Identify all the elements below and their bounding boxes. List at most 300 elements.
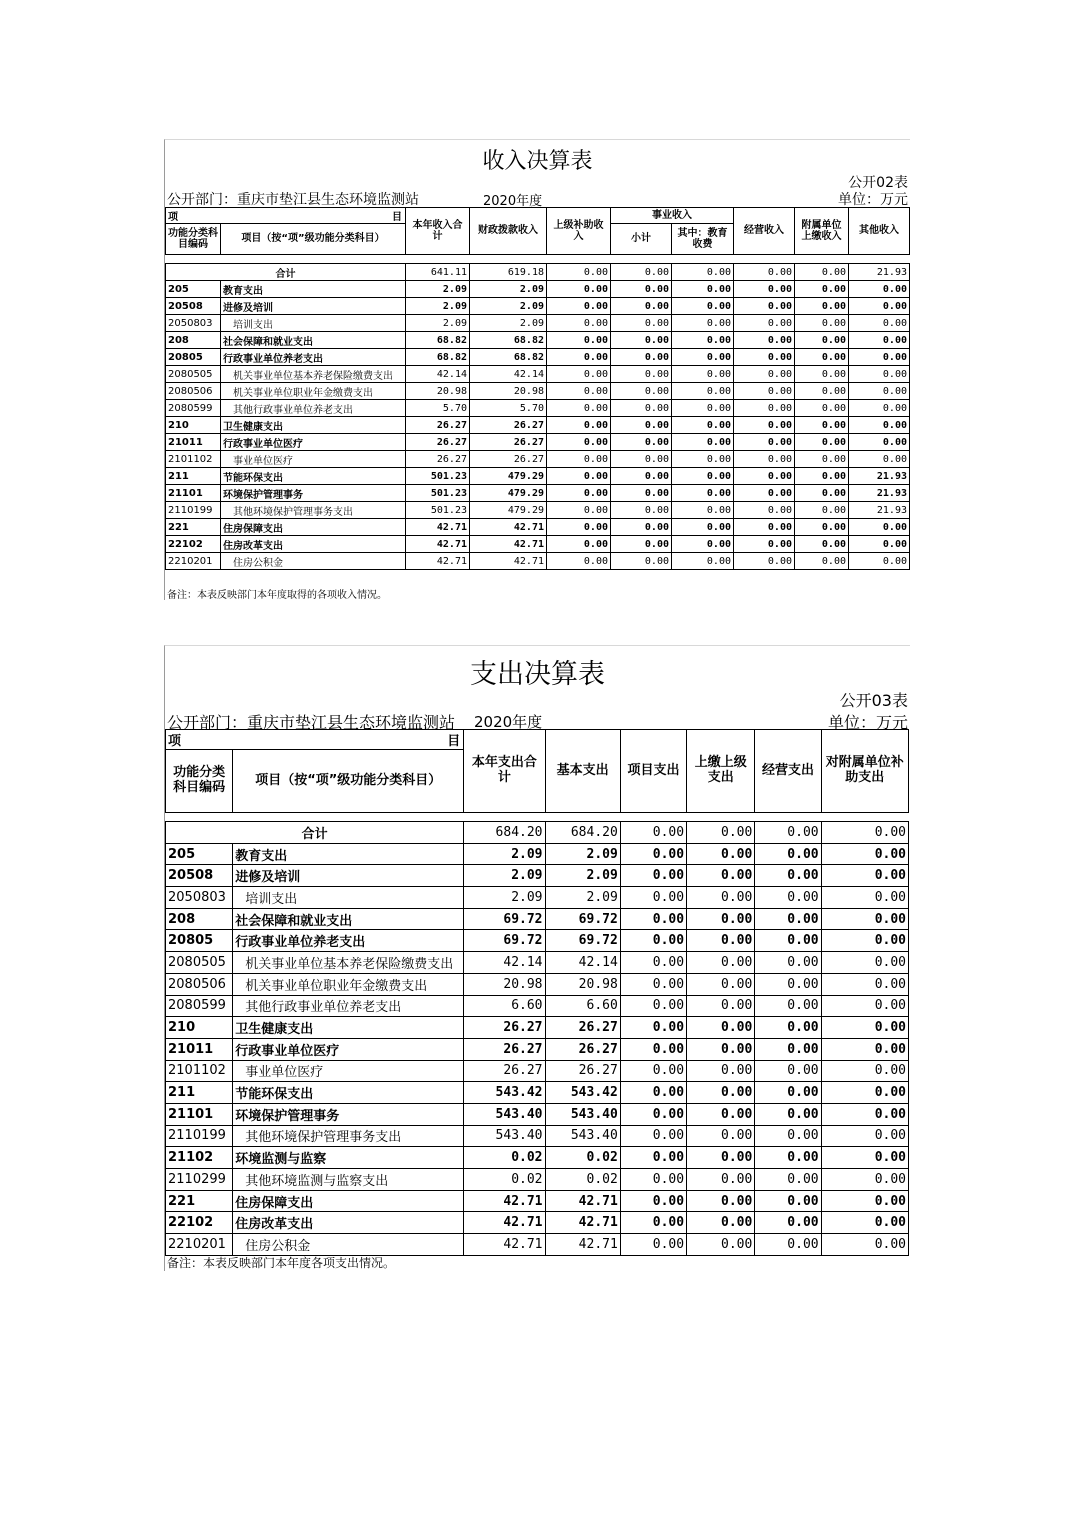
expense-row-value: 0.00	[821, 995, 908, 1017]
expense-row-code: 2080506	[166, 973, 233, 995]
income-row-code: 221	[166, 519, 221, 536]
income-row-code: 21101	[166, 485, 221, 502]
expense-row-value: 0.00	[687, 887, 755, 909]
expense-row-value: 69.72	[464, 908, 545, 930]
expense-row-value: 0.02	[464, 1169, 545, 1191]
expense-total-value: 0.00	[821, 822, 908, 844]
expense-row-value: 0.00	[755, 973, 821, 995]
expense-row-value: 0.00	[620, 1103, 686, 1125]
income-row-value: 0.00	[795, 417, 849, 434]
expense-row-name: 行政事业单位养老支出	[233, 930, 464, 952]
income-row-value: 0.00	[672, 281, 734, 298]
expense-row-value: 0.00	[755, 1103, 821, 1125]
income-row-value: 0.00	[611, 417, 672, 434]
income-total-row	[166, 264, 910, 281]
expense-row-name: 进修及培训	[233, 865, 464, 887]
expense-row-name: 节能环保支出	[233, 1082, 464, 1104]
income-row-value: 0.00	[849, 519, 910, 536]
expense-row-value: 26.27	[545, 1060, 620, 1082]
expense-header-name: 项目（按“项”级功能分类科目）	[233, 750, 464, 813]
income-header-code: 功能分类科目编码	[166, 224, 221, 255]
expense-table-code: 公开03表	[839, 691, 908, 710]
expense-row-value: 0.00	[821, 952, 908, 974]
expense-row-code: 210	[166, 1017, 233, 1039]
expense-row-code: 22102	[166, 1212, 233, 1234]
expense-table-row	[166, 1038, 909, 1060]
income-table-code: 公开02表	[848, 175, 908, 191]
income-row-value: 0.00	[611, 553, 672, 570]
expense-row-value: 0.00	[821, 973, 908, 995]
income-header-item-left: 项	[168, 212, 178, 223]
expense-row-value: 0.00	[755, 952, 821, 974]
expense-row-code: 2110299	[166, 1169, 233, 1191]
income-row-code: 205	[166, 281, 221, 298]
income-row-value: 42.71	[406, 553, 470, 570]
income-department: 公开部门：重庆市垫江县生态环境监测站	[167, 192, 419, 208]
expense-table-row	[166, 887, 909, 909]
income-row-value: 42.14	[406, 366, 470, 383]
income-row-value: 0.00	[611, 468, 672, 485]
income-row-value: 0.00	[547, 451, 611, 468]
expense-row-name: 行政事业单位医疗	[233, 1038, 464, 1060]
income-row-value: 26.27	[406, 451, 470, 468]
income-row-value: 0.00	[672, 502, 734, 519]
income-title: 收入决算表	[482, 149, 593, 174]
income-row-value: 0.00	[795, 349, 849, 366]
expense-table-row	[166, 1103, 909, 1125]
income-row-value: 479.29	[470, 485, 547, 502]
expense-row-code: 2101102	[166, 1060, 233, 1082]
expense-row-name: 机关事业单位职业年金缴费支出	[233, 973, 464, 995]
expense-row-value: 6.60	[545, 995, 620, 1017]
expense-row-value: 0.00	[687, 1060, 755, 1082]
expense-table-row	[166, 1212, 909, 1234]
expense-row-value: 0.00	[755, 1125, 821, 1147]
expense-total-value: 0.00	[755, 822, 821, 844]
expense-row-value: 42.14	[545, 952, 620, 974]
income-row-value: 0.00	[734, 315, 795, 332]
expense-header-project: 项目支出	[620, 730, 686, 813]
income-table-row	[166, 417, 910, 434]
income-row-code: 208	[166, 332, 221, 349]
income-row-value: 0.00	[795, 468, 849, 485]
expense-header-item-left: 项	[168, 734, 182, 749]
income-row-value: 0.00	[795, 332, 849, 349]
expense-row-value: 0.00	[821, 1017, 908, 1039]
income-row-code: 210	[166, 417, 221, 434]
expense-row-value: 42.71	[545, 1190, 620, 1212]
expense-table-row	[166, 1082, 909, 1104]
income-row-value: 0.00	[672, 553, 734, 570]
expense-row-value: 0.00	[821, 1038, 908, 1060]
income-row-code: 2080599	[166, 400, 221, 417]
expense-row-value: 0.00	[821, 1212, 908, 1234]
income-row-value: 0.00	[547, 519, 611, 536]
income-row-value: 26.27	[470, 417, 547, 434]
expense-row-code: 208	[166, 908, 233, 930]
expense-row-name: 住房公积金	[233, 1234, 464, 1256]
expense-table-row	[166, 1147, 909, 1169]
income-row-name: 社会保障和就业支出	[221, 332, 406, 349]
income-row-value: 21.93	[849, 468, 910, 485]
income-row-value: 0.00	[849, 434, 910, 451]
income-row-value: 0.00	[795, 383, 849, 400]
expense-row-code: 20805	[166, 930, 233, 952]
income-row-value: 0.00	[547, 332, 611, 349]
income-row-value: 0.00	[611, 400, 672, 417]
expense-row-value: 0.00	[755, 930, 821, 952]
income-row-value: 0.00	[672, 366, 734, 383]
expense-row-value: 0.00	[821, 1234, 908, 1256]
income-row-value: 0.00	[611, 451, 672, 468]
income-row-value: 0.00	[795, 451, 849, 468]
income-row-code: 211	[166, 468, 221, 485]
expense-row-name: 社会保障和就业支出	[233, 908, 464, 930]
expense-row-value: 543.42	[545, 1082, 620, 1104]
income-row-value: 2.09	[470, 315, 547, 332]
expense-row-value: 0.00	[755, 1060, 821, 1082]
income-table-row	[166, 332, 910, 349]
expense-row-value: 0.00	[620, 1190, 686, 1212]
expense-row-value: 0.00	[620, 1234, 686, 1256]
income-row-value: 0.00	[547, 485, 611, 502]
income-header-business: 事业收入	[611, 208, 734, 224]
income-row-value: 0.00	[547, 434, 611, 451]
income-total-value: 21.93	[849, 264, 910, 281]
expense-row-name: 其他环境保护管理事务支出	[233, 1125, 464, 1147]
expense-header-remit: 上缴上级支出	[687, 730, 755, 813]
income-row-name: 其他行政事业单位养老支出	[221, 400, 406, 417]
income-row-value: 20.98	[406, 383, 470, 400]
income-row-value: 26.27	[406, 417, 470, 434]
expense-table-row	[166, 995, 909, 1017]
expense-row-name: 其他环境监测与监察支出	[233, 1169, 464, 1191]
expense-row-value: 42.71	[545, 1212, 620, 1234]
expense-row-code: 21011	[166, 1038, 233, 1060]
expense-row-value: 26.27	[464, 1017, 545, 1039]
expense-row-value: 0.00	[687, 1103, 755, 1125]
income-header-item-right: 目	[392, 212, 402, 223]
income-row-name: 机关事业单位职业年金缴费支出	[221, 383, 406, 400]
income-header-affiliated: 附属单位上缴收入	[795, 208, 849, 255]
income-row-value: 0.00	[547, 553, 611, 570]
expense-table-row	[166, 1190, 909, 1212]
income-table-row	[166, 400, 910, 417]
expense-row-value: 0.00	[620, 908, 686, 930]
income-table-row	[166, 536, 910, 553]
expense-row-value: 543.40	[464, 1103, 545, 1125]
expense-row-value: 0.00	[687, 995, 755, 1017]
income-row-value: 0.00	[849, 383, 910, 400]
income-header-subtotal: 小计	[611, 224, 672, 255]
income-row-name: 卫生健康支出	[221, 417, 406, 434]
income-row-value: 0.00	[734, 485, 795, 502]
income-row-value: 0.00	[672, 332, 734, 349]
income-row-code: 2080505	[166, 366, 221, 383]
expense-row-value: 0.00	[821, 1169, 908, 1191]
income-row-code: 2080506	[166, 383, 221, 400]
income-row-name: 机关事业单位基本养老保险缴费支出	[221, 366, 406, 383]
expense-row-value: 26.27	[464, 1060, 545, 1082]
expense-row-value: 42.71	[464, 1212, 545, 1234]
expense-row-value: 543.40	[464, 1125, 545, 1147]
income-row-value: 0.00	[672, 434, 734, 451]
income-row-code: 2210201	[166, 553, 221, 570]
income-row-value: 0.00	[547, 383, 611, 400]
income-row-value: 0.00	[849, 553, 910, 570]
expense-row-code: 221	[166, 1190, 233, 1212]
income-row-value: 0.00	[849, 417, 910, 434]
income-total-value: 0.00	[547, 264, 611, 281]
income-table-row	[166, 468, 910, 485]
income-row-value: 0.00	[672, 400, 734, 417]
expense-row-value: 0.00	[755, 1190, 821, 1212]
income-row-value: 0.00	[734, 298, 795, 315]
expense-header-subsidy: 对附属单位补助支出	[821, 730, 908, 813]
income-sheet	[164, 139, 910, 600]
expense-row-value: 0.00	[755, 1234, 821, 1256]
expense-row-value: 0.00	[755, 887, 821, 909]
income-row-name: 住房公积金	[221, 553, 406, 570]
income-table-row	[166, 383, 910, 400]
income-row-value: 0.00	[547, 315, 611, 332]
income-row-value: 0.00	[611, 434, 672, 451]
expense-header-total: 本年支出合计	[464, 730, 545, 813]
expense-row-name: 事业单位医疗	[233, 1060, 464, 1082]
income-row-value: 0.00	[795, 536, 849, 553]
expense-row-value: 42.14	[464, 952, 545, 974]
income-row-value: 68.82	[470, 332, 547, 349]
expense-row-value: 0.00	[687, 843, 755, 865]
expense-row-value: 0.00	[620, 1038, 686, 1060]
income-row-value: 0.00	[547, 349, 611, 366]
income-row-value: 0.00	[672, 536, 734, 553]
expense-row-value: 0.00	[755, 1082, 821, 1104]
expense-row-value: 0.00	[821, 1125, 908, 1147]
expense-row-value: 0.00	[687, 908, 755, 930]
expense-row-value: 0.02	[545, 1147, 620, 1169]
income-row-code: 22102	[166, 536, 221, 553]
expense-row-code: 21102	[166, 1147, 233, 1169]
income-row-value: 2.09	[406, 315, 470, 332]
expense-row-value: 26.27	[545, 1017, 620, 1039]
income-row-value: 0.00	[795, 315, 849, 332]
income-row-value: 0.00	[611, 349, 672, 366]
expense-row-value: 543.42	[464, 1082, 545, 1104]
income-row-value: 0.00	[795, 434, 849, 451]
income-table-row	[166, 485, 910, 502]
expense-table-row	[166, 865, 909, 887]
income-row-value: 0.00	[611, 383, 672, 400]
income-total-value: 619.18	[470, 264, 547, 281]
income-row-value: 479.29	[470, 502, 547, 519]
expense-row-value: 0.00	[620, 887, 686, 909]
expense-row-value: 0.00	[755, 995, 821, 1017]
expense-row-code: 2080599	[166, 995, 233, 1017]
expense-row-value: 0.00	[687, 1082, 755, 1104]
income-row-name: 行政事业单位医疗	[221, 434, 406, 451]
expense-table-row	[166, 952, 909, 974]
expense-row-value: 0.00	[687, 1190, 755, 1212]
expense-row-value: 0.00	[821, 930, 908, 952]
income-row-name: 进修及培训	[221, 298, 406, 315]
income-row-value: 26.27	[470, 451, 547, 468]
expense-row-value: 543.40	[545, 1125, 620, 1147]
expense-table-row	[166, 930, 909, 952]
income-row-code: 2110199	[166, 502, 221, 519]
expense-row-value: 0.02	[464, 1147, 545, 1169]
expense-row-value: 69.72	[545, 908, 620, 930]
expense-row-value: 0.00	[821, 1103, 908, 1125]
expense-table-row	[166, 843, 909, 865]
expense-row-value: 69.72	[464, 930, 545, 952]
income-table-row	[166, 315, 910, 332]
income-row-value: 0.00	[672, 349, 734, 366]
income-row-value: 21.93	[849, 485, 910, 502]
expense-row-name: 住房改革支出	[233, 1212, 464, 1234]
income-table-row	[166, 434, 910, 451]
expense-row-value: 0.00	[755, 843, 821, 865]
income-row-value: 479.29	[470, 468, 547, 485]
expense-row-value: 0.00	[821, 1082, 908, 1104]
expense-row-value: 0.00	[620, 930, 686, 952]
expense-unit: 单位：万元	[827, 713, 908, 732]
income-row-value: 2.09	[470, 298, 547, 315]
expense-row-value: 0.00	[821, 843, 908, 865]
income-row-value: 501.23	[406, 468, 470, 485]
income-row-value: 0.00	[734, 366, 795, 383]
income-row-value: 20.98	[470, 383, 547, 400]
income-total-label: 合计	[166, 264, 406, 281]
expense-row-value: 0.00	[687, 1234, 755, 1256]
expense-row-name: 环境监测与监察	[233, 1147, 464, 1169]
income-header-operating: 经营收入	[734, 208, 795, 255]
income-row-name: 行政事业单位养老支出	[221, 349, 406, 366]
income-row-value: 42.71	[406, 519, 470, 536]
income-row-value: 0.00	[734, 451, 795, 468]
income-row-value: 5.70	[470, 400, 547, 417]
income-row-value: 0.00	[672, 315, 734, 332]
expense-row-value: 0.00	[687, 1212, 755, 1234]
income-row-value: 0.00	[611, 502, 672, 519]
income-row-value: 0.00	[734, 281, 795, 298]
expense-row-value: 0.00	[755, 865, 821, 887]
income-row-value: 0.00	[611, 332, 672, 349]
expense-row-name: 培训支出	[233, 887, 464, 909]
expense-row-name: 教育支出	[233, 843, 464, 865]
income-row-value: 0.00	[795, 400, 849, 417]
income-year: 2020年度	[483, 194, 543, 209]
income-header-item	[166, 208, 406, 224]
income-unit: 单位：万元	[838, 192, 908, 208]
income-row-value: 0.00	[611, 536, 672, 553]
expense-table	[165, 729, 909, 1256]
income-row-value: 42.71	[470, 519, 547, 536]
expense-row-value: 0.00	[620, 973, 686, 995]
expense-spacer-row	[166, 813, 909, 822]
income-row-value: 0.00	[611, 519, 672, 536]
expense-row-value: 0.00	[620, 995, 686, 1017]
expense-row-value: 543.40	[545, 1103, 620, 1125]
income-row-name: 环境保护管理事务	[221, 485, 406, 502]
expense-row-value: 0.00	[821, 865, 908, 887]
expense-row-code: 20508	[166, 865, 233, 887]
expense-row-value: 0.00	[620, 1125, 686, 1147]
expense-row-value: 0.00	[755, 908, 821, 930]
income-row-value: 0.00	[547, 536, 611, 553]
income-row-name: 节能环保支出	[221, 468, 406, 485]
income-row-value: 0.00	[795, 298, 849, 315]
income-row-value: 501.23	[406, 485, 470, 502]
income-table-row	[166, 349, 910, 366]
expense-row-value: 0.00	[620, 1212, 686, 1234]
income-header-item-row	[166, 208, 910, 224]
expense-row-value: 2.09	[464, 865, 545, 887]
income-row-value: 0.00	[734, 536, 795, 553]
income-total-value: 0.00	[611, 264, 672, 281]
expense-row-value: 0.00	[687, 1147, 755, 1169]
expense-row-value: 2.09	[464, 843, 545, 865]
income-row-value: 0.00	[734, 519, 795, 536]
income-row-value: 68.82	[406, 332, 470, 349]
expense-row-code: 2210201	[166, 1234, 233, 1256]
expense-row-value: 0.00	[687, 1017, 755, 1039]
expense-row-value: 2.09	[545, 887, 620, 909]
income-row-name: 培训支出	[221, 315, 406, 332]
expense-total-value: 684.20	[464, 822, 545, 844]
income-row-value: 0.00	[547, 502, 611, 519]
income-row-value: 26.27	[406, 434, 470, 451]
income-total-value: 0.00	[672, 264, 734, 281]
expense-row-name: 环境保护管理事务	[233, 1103, 464, 1125]
expense-row-value: 26.27	[545, 1038, 620, 1060]
expense-row-name: 其他行政事业单位养老支出	[233, 995, 464, 1017]
income-row-value: 0.00	[547, 417, 611, 434]
income-header-name: 项目（按“项”级功能分类科目）	[221, 224, 406, 255]
income-table	[165, 207, 910, 570]
income-row-value: 0.00	[734, 553, 795, 570]
income-row-code: 20508	[166, 298, 221, 315]
expense-row-value: 0.00	[755, 1169, 821, 1191]
income-row-value: 0.00	[795, 519, 849, 536]
expense-table-row	[166, 1060, 909, 1082]
income-row-value: 0.00	[734, 434, 795, 451]
expense-table-row	[166, 1234, 909, 1256]
expense-row-value: 0.02	[545, 1169, 620, 1191]
expense-row-name: 卫生健康支出	[233, 1017, 464, 1039]
expense-title: 支出决算表	[470, 659, 605, 690]
expense-header-operating: 经营支出	[755, 730, 821, 813]
income-row-value: 0.00	[611, 485, 672, 502]
income-row-value: 0.00	[672, 383, 734, 400]
income-row-value: 0.00	[734, 468, 795, 485]
income-row-value: 68.82	[470, 349, 547, 366]
expense-header-item-right: 目	[447, 734, 461, 749]
income-row-value: 2.09	[470, 281, 547, 298]
income-row-value: 0.00	[849, 451, 910, 468]
income-row-value: 0.00	[547, 281, 611, 298]
expense-total-value: 0.00	[687, 822, 755, 844]
expense-row-value: 42.71	[464, 1234, 545, 1256]
expense-row-value: 0.00	[620, 843, 686, 865]
income-row-value: 0.00	[849, 349, 910, 366]
expense-header-item	[166, 730, 464, 750]
income-row-value: 0.00	[795, 366, 849, 383]
expense-row-value: 0.00	[687, 952, 755, 974]
income-table-row	[166, 366, 910, 383]
income-row-value: 0.00	[611, 281, 672, 298]
expense-row-value: 2.09	[545, 865, 620, 887]
